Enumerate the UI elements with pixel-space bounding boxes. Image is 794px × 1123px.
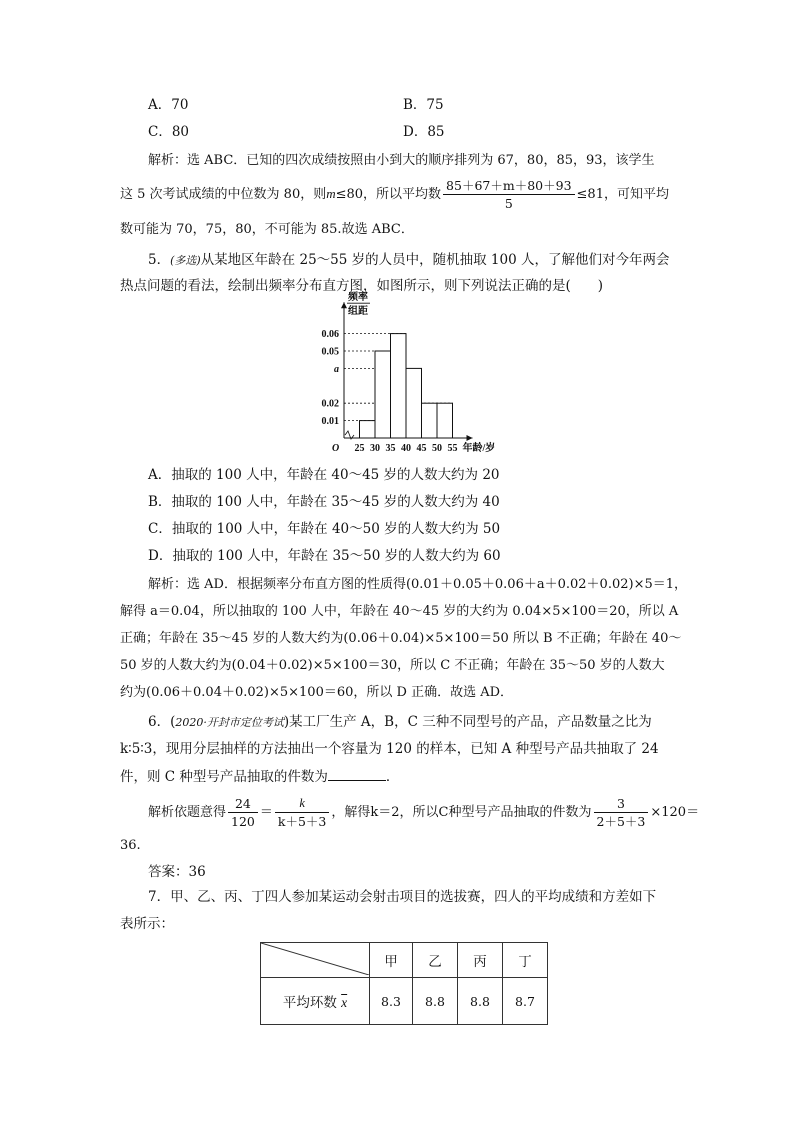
q4-option-c: C．80 xyxy=(148,124,190,140)
x-tick-label: 45 xyxy=(416,443,427,454)
x-axis-arrow xyxy=(467,435,473,441)
x-tick-label: 40 xyxy=(401,443,411,454)
q6-source: 2020·开封市定位考试 xyxy=(175,716,284,729)
q5-stem-line-1 xyxy=(148,250,669,271)
histogram-bar xyxy=(406,368,422,438)
fraction-k xyxy=(275,795,329,830)
y-tick-label: a xyxy=(334,363,339,375)
y-tick-label: 0.02 xyxy=(321,398,339,410)
fraction-numerator: 3 xyxy=(594,795,649,813)
q6-sol-text-b2: k＝2，所以C种型号产品抽取的件数为 xyxy=(370,805,592,820)
fraction-numerator: 24 xyxy=(228,795,258,813)
table-header-jia: 甲 xyxy=(370,943,413,978)
q5-option-c: C．抽取的 100 人中，年龄在 40～50 岁的人数大约为 50 xyxy=(148,521,501,537)
x-tick-label: 25 xyxy=(354,443,365,454)
table-cell: 8.8 xyxy=(413,978,458,1025)
y-axis-label-bottom: 组距 xyxy=(348,306,368,318)
row-label-text: 平均环数 xyxy=(282,995,337,1011)
histogram-bar xyxy=(360,421,376,438)
answer-blank xyxy=(328,766,386,781)
q5-solution-line-2: 解得 a＝0.04，所以抽取的 100 人中，年龄在 40～45 岁的大约为 0.04×5×100＝20，所以 A xyxy=(120,604,679,619)
q5-option-b: B．抽取的 100 人中，年龄在 35～45 岁的人数大约为 40 xyxy=(148,494,500,510)
q4-solution-line-1: 解析：选 ABC．已知的四次成绩按照由小到大的顺序排列为 67，80，85，93，该学生 xyxy=(148,153,655,168)
q6-stem-line-1 xyxy=(148,712,652,733)
x-tick-label: 35 xyxy=(385,443,396,454)
fraction-24-120 xyxy=(228,795,258,830)
q5-solution-line-5: 约为(0.06＋0.04＋0.02)×5×100＝60，所以 D 正确．故选 AD． xyxy=(120,685,514,700)
x-tick-label: 30 xyxy=(370,443,380,454)
q6-number: 6．( xyxy=(148,714,176,730)
q6-stem-text-3: 件，则 C 种型号产品抽取的件数为 xyxy=(120,769,328,785)
y-tick-label: 0.01 xyxy=(321,416,339,428)
q7-score-table xyxy=(260,942,548,1025)
fraction-denominator: 5 xyxy=(504,196,513,211)
y-tick-label: 0.06 xyxy=(321,329,339,341)
q6-answer: 答案：36 xyxy=(148,864,206,880)
histogram-bar xyxy=(437,403,453,438)
q5-solution-line-4: 50 岁的人数大约为(0.04＋0.02)×5×100＝30，所以 C 不正确；年龄在 35～50 岁的人数大 xyxy=(120,658,665,673)
fraction-numerator: k xyxy=(275,795,329,813)
table-corner-cell xyxy=(261,943,370,978)
x-tick-label: 55 xyxy=(447,443,458,454)
table-header-ding: 丁 xyxy=(503,943,548,978)
q7-stem-line-2: 表所示： xyxy=(120,916,174,932)
q4-sol-var-m: m xyxy=(326,186,336,201)
q4-sol-text-a: 这 5 次考试成绩的中位数为 80，则 xyxy=(120,187,327,202)
q5-option-a: A．抽取的 100 人中，年龄在 40～45 岁的人数大约为 20 xyxy=(148,467,500,483)
q4-solution-line-2 xyxy=(120,174,669,215)
table-header-yi: 乙 xyxy=(413,943,458,978)
q4-option-d: D．85 xyxy=(403,124,445,140)
table-row-label xyxy=(261,978,370,1025)
q4-option-a: A．70 xyxy=(148,97,189,113)
q6-sol-text-a: 解析依题意得 xyxy=(148,805,227,820)
fraction-denominator: k＋5＋3 xyxy=(277,814,327,829)
q5-option-d: D．抽取的 100 人中，年龄在 35～50 岁的人数大约为 60 xyxy=(148,548,501,564)
q5-solution-line-3: 正确；年龄在 35～45 岁的人数大约为(0.06＋0.04)×5×100＝50 所以 B 不正确；年龄在 40～ xyxy=(120,631,682,646)
q6-sol-text-c: ×120＝ xyxy=(650,805,700,820)
q4-sol-text-c: ≤81，可知平均 xyxy=(576,187,669,202)
x-axis-label: 年龄/岁 xyxy=(462,443,496,454)
q7-stem-line-1: 7．甲、乙、丙、丁四人参加某运动会射击项目的选拔赛，四人的平均成绩和方差如下 xyxy=(148,889,657,905)
q5-number: 5． xyxy=(148,252,171,268)
q4-sol-text-b: ≤80，所以平均数 xyxy=(335,187,442,202)
x-tick-label: 50 xyxy=(432,443,442,454)
fraction-denominator: 2＋5＋3 xyxy=(596,814,646,829)
q6-stem-line-3 xyxy=(120,766,399,787)
q6-solution-line-2: 36. xyxy=(120,838,141,853)
table-header-bing: 丙 xyxy=(458,943,503,978)
q4-option-b: B．75 xyxy=(403,97,444,113)
q5-solution-line-1: 解析：选 AD．根据频率分布直方图的性质得(0.01＋0.05＋0.06＋a＋0.02＋0.02)×5＝1， xyxy=(148,577,687,592)
q5-multi-select-tag: (多选) xyxy=(170,254,201,267)
table-cell: 8.7 xyxy=(503,978,548,1025)
q6-stem-end: ． xyxy=(385,769,400,785)
q5-stem-line-2: 热点问题的看法，绘制出频率分布直方图，如图所示，则下列说法正确的是( ) xyxy=(120,278,604,294)
fraction-numerator: 85＋67＋m＋80＋93 xyxy=(443,177,574,195)
x-bar-symbol: $\overline{x}$ xyxy=(341,995,348,1010)
y-axis-label-top: 频率 xyxy=(348,292,368,304)
q6-stem-text: )某工厂生产 A，B，C 三种不同型号的产品，产品数量之比为 xyxy=(283,714,652,730)
q4-mean-fraction xyxy=(443,177,574,212)
q5-stem-text: 从某地区年龄在 25～55 岁的人员中，随机抽取 100 人，了解他们对今年两会 xyxy=(200,252,670,268)
histogram-bar xyxy=(422,403,438,438)
frequency-histogram xyxy=(300,292,680,460)
q4-solution-line-3: 数可能为 70，75，80，不可能为 85.故选 ABC． xyxy=(120,222,414,237)
fraction-denominator: 120 xyxy=(231,814,255,829)
table-cell: 8.8 xyxy=(458,978,503,1025)
y-tick-label: 0.05 xyxy=(321,346,339,358)
table-cell: 8.3 xyxy=(370,978,413,1025)
diagonal-line xyxy=(261,943,369,975)
y-axis-arrow xyxy=(341,302,347,308)
equals-sign: ＝ xyxy=(259,805,273,820)
q6-stem-line-2: k∶5∶3，现用分层抽样的方法抽出一个容量为 120 的样本，已知 A 种型号产品共抽取了 24 xyxy=(120,741,659,757)
fraction-3 xyxy=(594,795,649,830)
histogram-bar xyxy=(391,334,407,438)
origin-label: O xyxy=(332,443,340,454)
histogram-bar xyxy=(375,351,391,438)
q6-solution-line-1 xyxy=(148,790,699,836)
q6-sol-text-b: ，解得 xyxy=(331,805,371,820)
